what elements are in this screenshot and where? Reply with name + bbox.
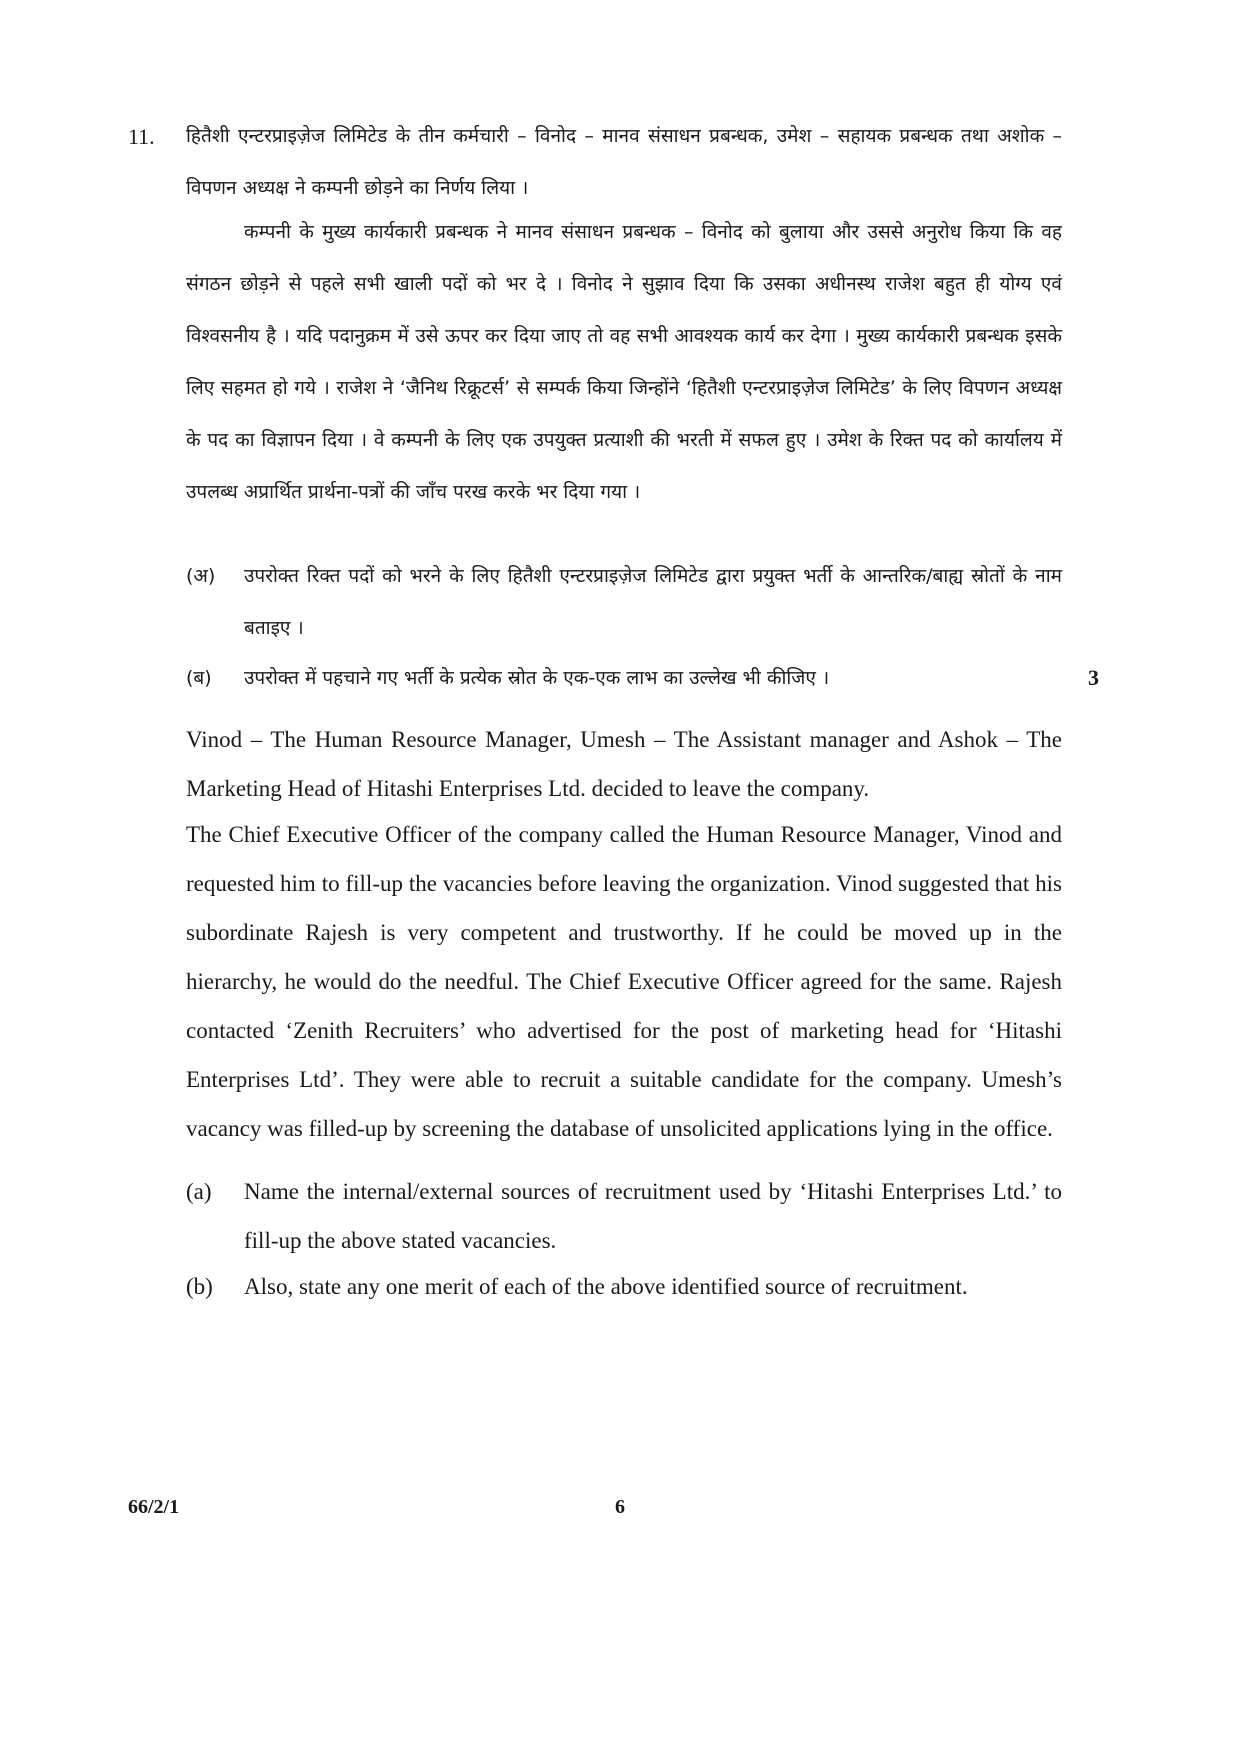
paper-code: 66/2/1 — [128, 1496, 180, 1518]
marks: 3 — [1088, 665, 1099, 690]
hindi-intro: हितैशी एन्टरप्राइज़ेज लिमिटेड के तीन कर्मचारी – विनोद – मानव संसाधन प्रबन्धक, उमेश – सहायक प्रबन्धक तथा अशोक – विपणन अध्यक्ष ने कम्पनी छोड़ने का निर्णय लिया । — [186, 125, 1062, 199]
english-part-b-label: (b) — [186, 1274, 213, 1299]
english-part-a-label: (a) — [186, 1179, 212, 1204]
hindi-paragraph: कम्पनी के मुख्य कार्यकारी प्रबन्धक ने मानव संसाधन प्रबन्धक – विनोद को बुलाया और उससे अनुरोध किया कि वह संगठन छोड़ने से पहले सभी खाली पदों को भर दे । विनोद ने सुझाव दिया कि उसका अधीनस्थ राजेश बहुत ही योग्य एवं विश्वसनीय है । यदि पदानुक्रम में उसे ऊपर कर दिया जाए तो वह सभी आवश्यक कार्य कर देगा । मुख्य कार्यकारी प्रबन्धक इसके लिए सहमत हो गये । राजेश ने ‘जैनिथ रिक्रूटर्स’ से सम्पर्क किया जिन्होंने ‘हितैशी एन्टरप्राइज़ेज लिमिटेड’ के लिए विपणन अध्यक्ष के पद का विज्ञापन दिया । वे कम्पनी के लिए एक उपयुक्त प्रत्याशी की भरती में सफल हुए । उमेश के रिक्त पद को कार्यालय में उपलब्ध अप्रार्थित प्रार्थना-पत्रों की जाँच परख करके भर दिया गया । — [186, 221, 1062, 503]
hindi-part-b-label: (ब) — [186, 667, 212, 689]
english-part-b — [186, 1262, 1062, 1311]
english-intro: Vinod – The Human Resource Manager, Umesh – The Assistant manager and Ashok – The Marketing Head of Hitashi Enterprises Ltd. decided to leave the company. — [186, 727, 1062, 801]
page-number: 6 — [615, 1496, 625, 1518]
hindi-part-a-label: (अ) — [186, 565, 216, 587]
question-number: 11. — [128, 124, 155, 149]
english-paragraph: The Chief Executive Officer of the company called the Human Resource Manager, Vinod and requested him to fill-up the vacancies before leaving the organization. Vinod suggested that his subordinate Rajesh is very competent and trustworthy. If he could be moved up in the hierarchy, he would do the needful. The Chief Executive Officer agreed for the same. Rajesh contacted ‘Zenith Recruiters’ who advertised for the post of marketing head for ‘Hitashi Enterprises Ltd’. They were able to recruit a suitable candidate for the company. Umesh’s vacancy was filled-up by screening the database of unsolicited applications lying in the office. — [186, 822, 1062, 1141]
english-part-a-text: Name the internal/external sources of recruitment used by ‘Hitashi Enterprises Ltd.’ to fill-up the above stated vacancies. — [244, 1179, 1062, 1253]
hindi-part-b — [186, 652, 1062, 704]
hindi-part-a — [186, 550, 1062, 654]
english-part-a — [186, 1167, 1062, 1265]
english-part-b-text: Also, state any one merit of each of the above identified source of recruitment. — [244, 1274, 968, 1299]
hindi-part-b-text: उपरोक्त में पहचाने गए भर्ती के प्रत्येक स्रोत के एक-एक लाभ का उल्लेख भी कीजिए । — [244, 667, 830, 689]
hindi-part-a-text: उपरोक्त रिक्त पदों को भरने के लिए हितैशी एन्टरप्राइज़ेज लिमिटेड द्वारा प्रयुक्त भर्ती के आन्तरिक/बाह्य स्रोतों के नाम बताइए । — [244, 565, 1062, 639]
